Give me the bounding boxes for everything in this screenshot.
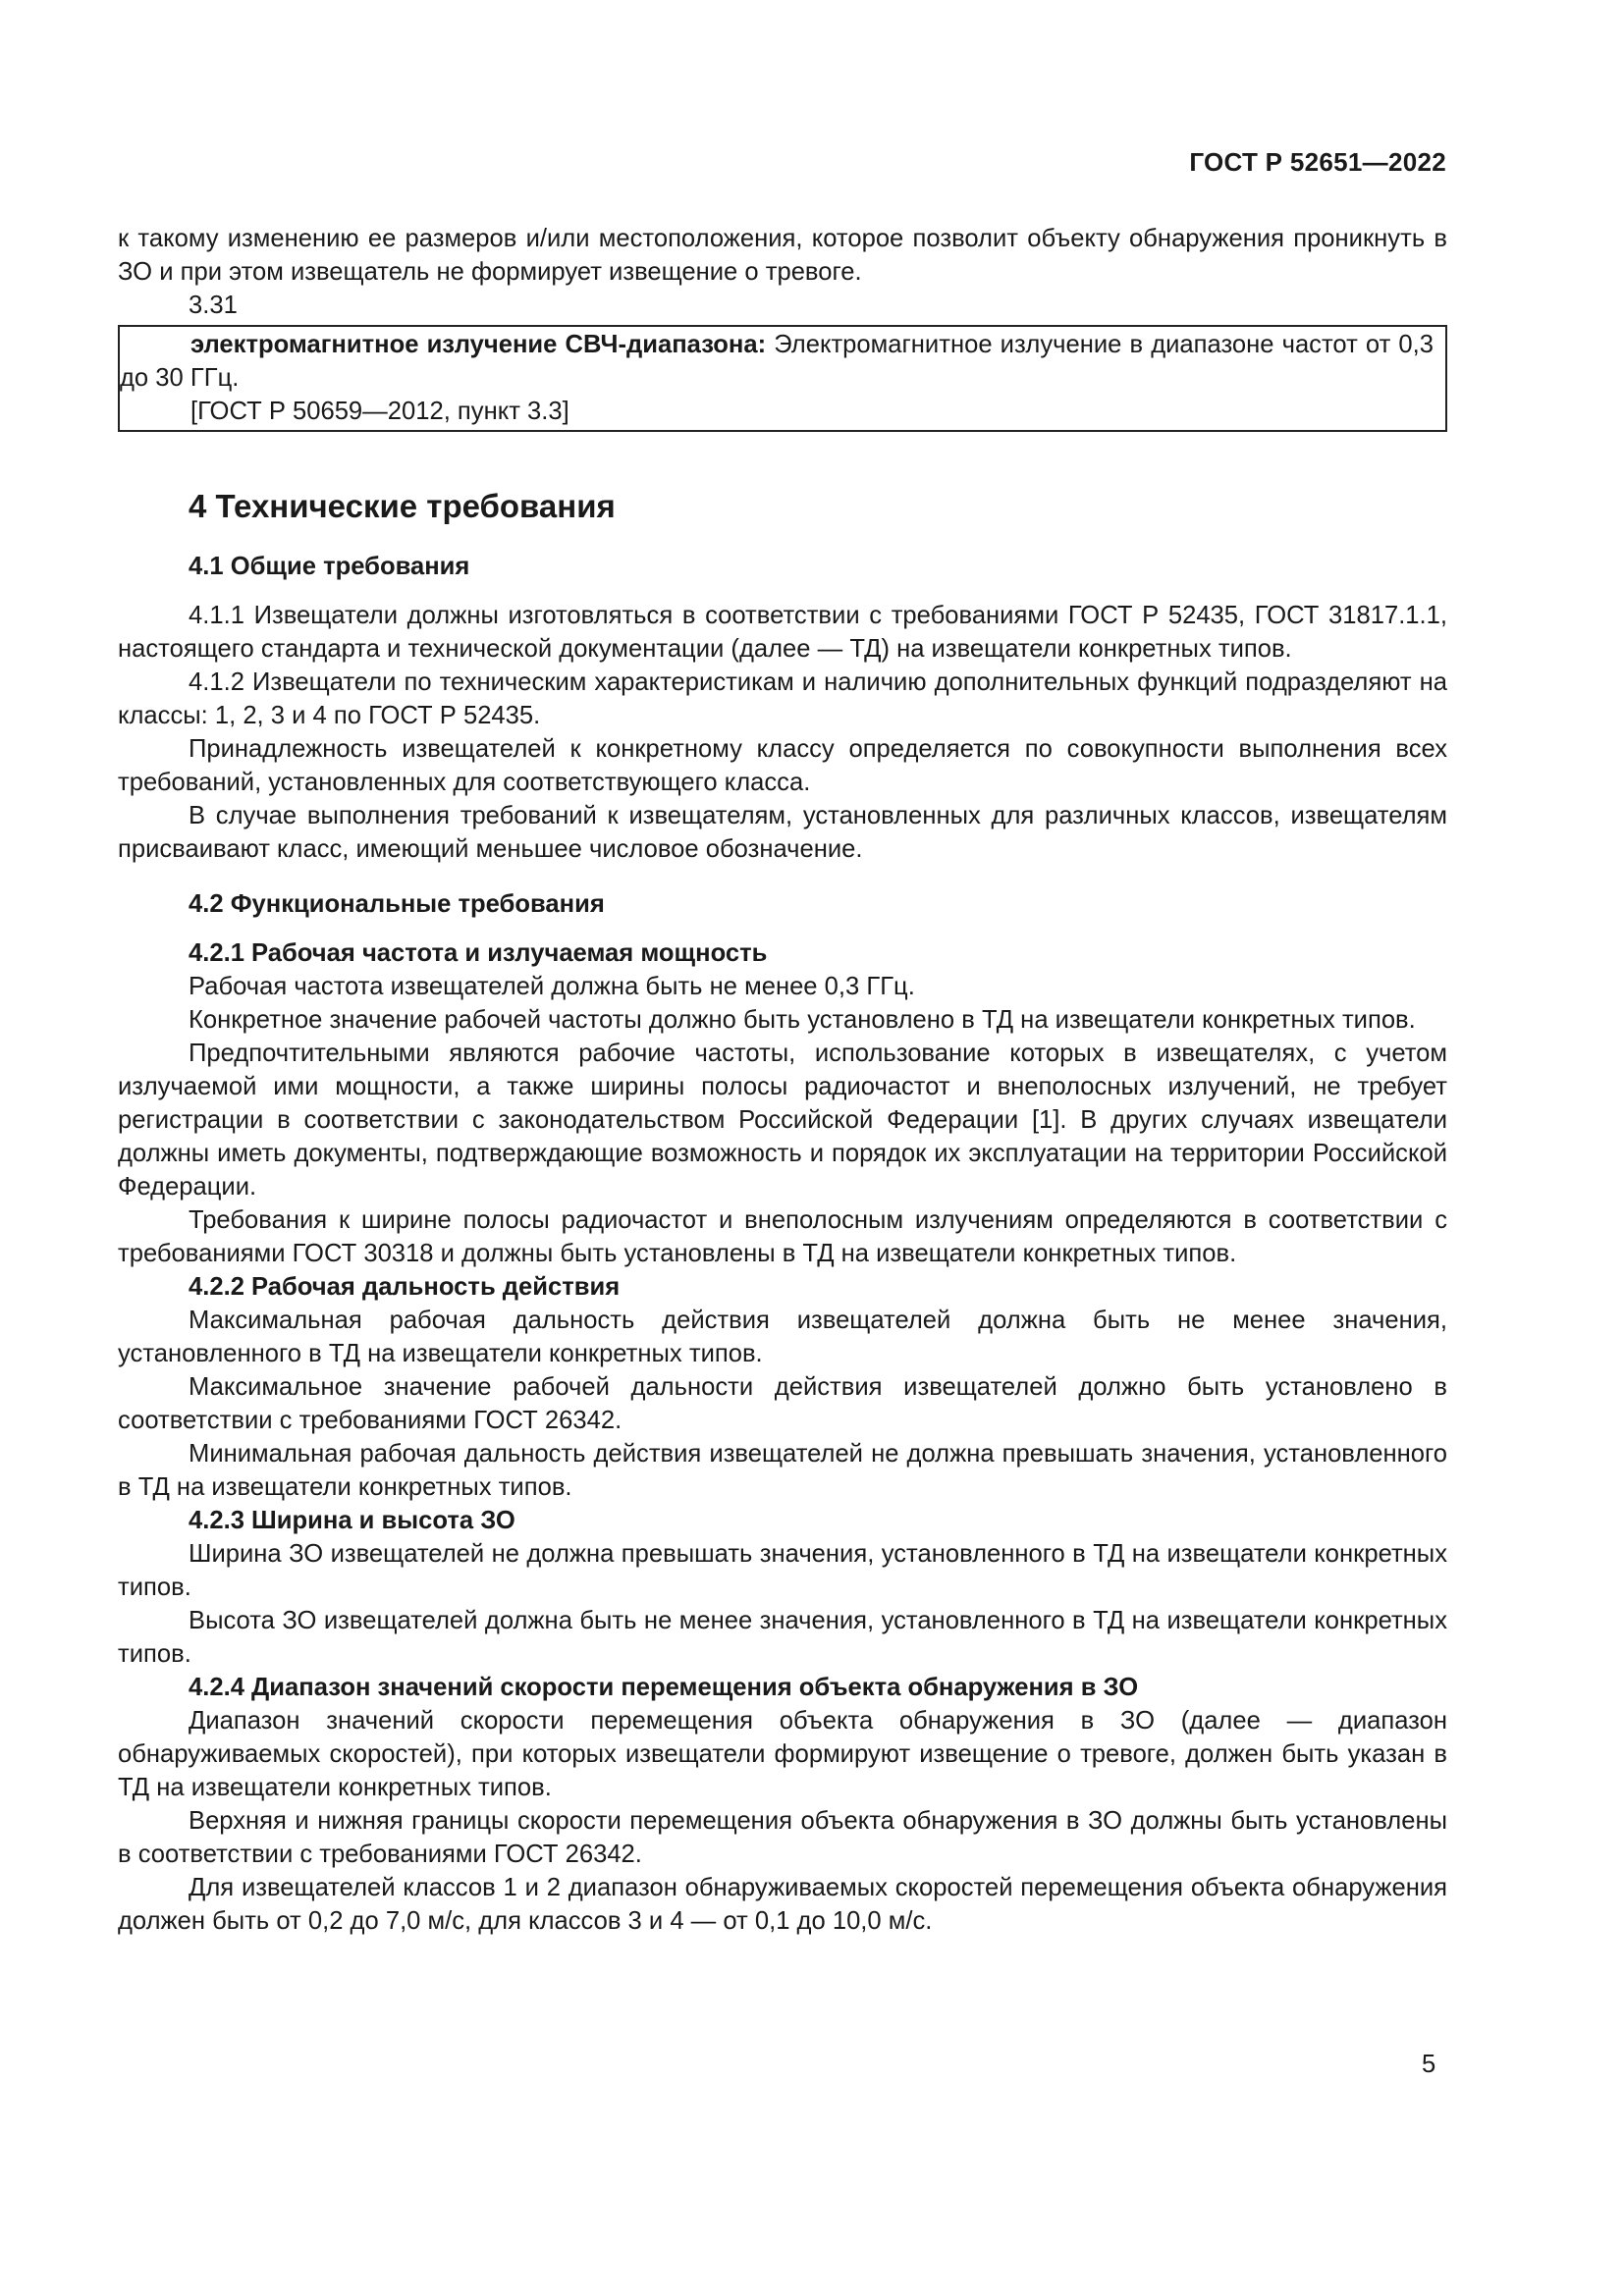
term-definition-text: Электромагнитное излучение в диапазоне частот от 0,3 до 30 ГГц. (120, 331, 1435, 392)
term-source: [ГОСТ Р 50659—2012, пункт 3.3] (190, 398, 569, 425)
section-4-2-title: 4.2 Функциональные требования (189, 890, 605, 918)
term-definition-box (118, 325, 1447, 432)
paragraph-4-2-4-a: Диапазон значений скорости перемещения объекта обнаружения в ЗО (далее — диапазон обнаруживаемых скоростей), при которых извещатели формируют извещение о тревоге, должен быть указан в ТД на извещатели конкретных типов. (118, 1707, 1447, 1801)
paragraph-4-2-3-a: Ширина ЗО извещателей не должна превышать значения, установленного в ТД на извещатели конкретных типов. (118, 1540, 1447, 1601)
paragraph-4-2-3-b: Высота ЗО извещателей должна быть не менее значения, установленного в ТД на извещатели конкретных типов. (118, 1607, 1447, 1668)
section-4-title: 4 Технические требования (189, 488, 616, 524)
paragraph-4-2-2-c: Минимальная рабочая дальность действия извещателей не должна превышать значения, установленного в ТД на извещатели конкретных типов. (118, 1440, 1447, 1501)
paragraph-4-2-1-c: Предпочтительными являются рабочие частоты, использование которых в извещателях, с учетом излучаемой ими мощности, а также ширины полосы радиочастот и внеполосных излучений, не требует регистрации в соответствии с законодательством Российской Федерации [1]. В других случаях извещатели должны иметь документы, подтверждающие возможность и порядок их эксплуатации на территории Российской Федерации. (118, 1040, 1447, 1201)
paragraph-4-2-1-d: Требования к ширине полосы радиочастот и внеполосным излучениям определяются в соответствии с требованиями ГОСТ 30318 и должны быть установлены в ТД на извещатели конкретных типов. (118, 1206, 1447, 1267)
page-number: 5 (1422, 2051, 1436, 2078)
section-4-2-3-title: 4.2.3 Ширина и высота ЗО (189, 1507, 515, 1534)
paragraph-4-2-1-a: Рабочая частота извещателей должна быть не менее 0,3 ГГц. (189, 973, 915, 1000)
section-4-2-4-title: 4.2.4 Диапазон значений скорости перемещения объекта обнаружения в ЗО (189, 1674, 1139, 1701)
paragraph-4-2-2-b: Максимальное значение рабочей дальности действия извещателей должно быть установлено в соответствии с требованиями ГОСТ 26342. (118, 1373, 1447, 1434)
term-definition (120, 328, 1434, 395)
document-header: ГОСТ Р 52651—2022 (1189, 147, 1446, 177)
term-name: электромагнитное излучение СВЧ-диапазона: (190, 331, 767, 358)
paragraph-4-2-4-c: Для извещателей классов 1 и 2 диапазон обнаруживаемых скоростей перемещения объекта обнаружения должен быть от 0,2 до 7,0 м/с, для классов 3 и 4 — от 0,1 до 10,0 м/с. (118, 1874, 1447, 1935)
paragraph-4-2-2-a: Максимальная рабочая дальность действия извещателей должна быть не менее значения, установленного в ТД на извещатели конкретных типов. (118, 1307, 1447, 1367)
paragraph-4-1-1: 4.1.1 Извещатели должны изготовляться в соответствии с требованиями ГОСТ Р 52435, ГОСТ 31817.1.1, настоящего стандарта и технической документации (далее — ТД) на извещатели конкретных типов. (118, 602, 1447, 663)
section-4-1-title: 4.1 Общие требования (189, 553, 470, 580)
paragraph-class-assignment: В случае выполнения требований к извещателям, установленных для различных классов, извещателям присваивают класс, имеющий меньшее числовое обозначение. (118, 802, 1447, 863)
paragraph-4-2-1-b: Конкретное значение рабочей частоты должно быть установлено в ТД на извещатели конкретных типов. (189, 1006, 1416, 1034)
section-4-2-1-title: 4.2.1 Рабочая частота и излучаемая мощность (189, 939, 768, 967)
page-content (118, 222, 1447, 1938)
term-number: 3.31 (189, 292, 238, 319)
paragraph-class-membership: Принадлежность извещателей к конкретному классу определяется по совокупности выполнения всех требований, установленных для соответствующего класса. (118, 735, 1447, 796)
section-4-2-2-title: 4.2.2 Рабочая дальность действия (189, 1273, 621, 1301)
paragraph-4-2-4-b: Верхняя и нижняя границы скорости перемещения объекта обнаружения в ЗО должны быть установлены в соответствии с требованиями ГОСТ 26342. (118, 1807, 1447, 1868)
paragraph-4-1-2: 4.1.2 Извещатели по техническим характеристикам и наличию дополнительных функций подразделяют на классы: 1, 2, 3 и 4 по ГОСТ Р 52435. (118, 668, 1447, 729)
continuation-paragraph: к такому изменению ее размеров и/или местоположения, которое позволит объекту обнаружения проникнуть в ЗО и при этом извещатель не формирует извещение о тревоге. (118, 225, 1447, 286)
